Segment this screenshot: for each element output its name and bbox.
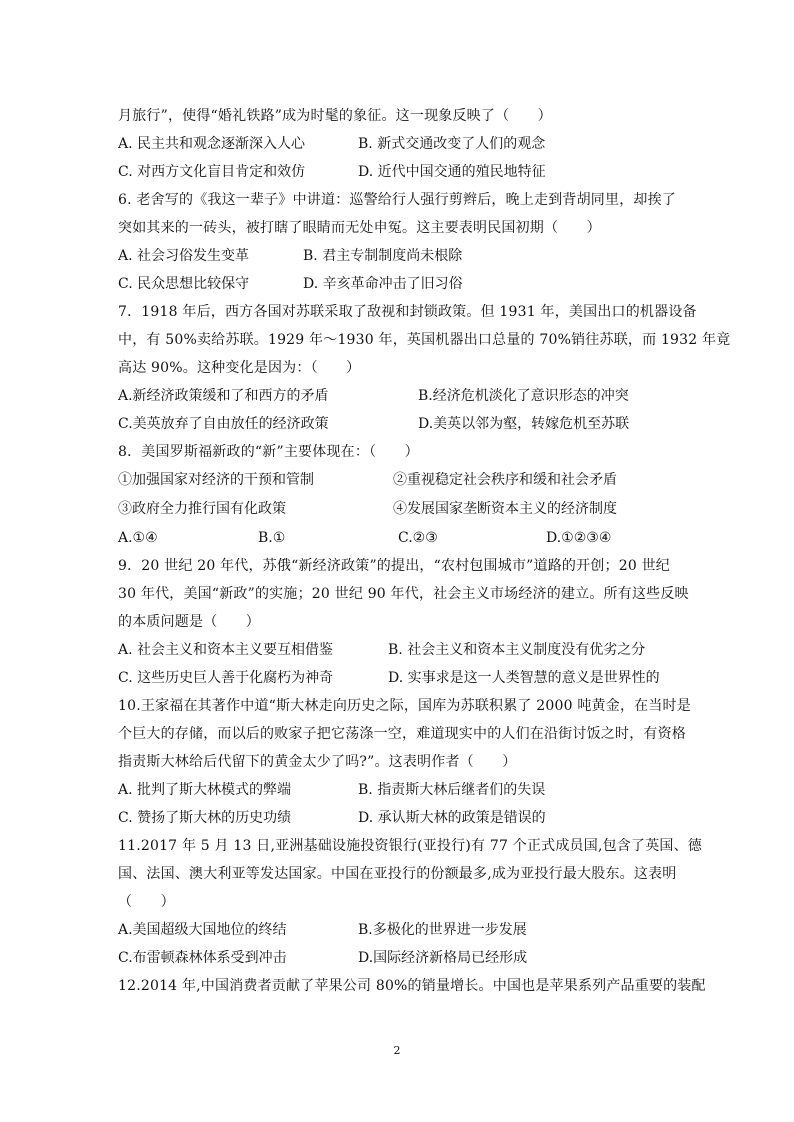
q11-option-c: C.布雷顿森林体系受到冲击 bbox=[118, 950, 287, 966]
q10-option-c: C. 赞扬了斯大林的历史功绩 bbox=[118, 810, 292, 826]
q9-option-d: D. 实事求是这一人类智慧的意义是世界性的 bbox=[388, 670, 660, 686]
q8-option-c: C.②③ bbox=[398, 530, 438, 546]
q11-option-d: D.国际经济新格局已经形成 bbox=[358, 950, 528, 966]
q5-option-b: B. 新式交通改变了人们的观念 bbox=[358, 136, 546, 152]
q7-stem-line-3: 高达 90%。这种变化是因为：（ ） bbox=[118, 360, 361, 376]
q12-stem-line-1: 12.2014 年,中国消费者贡献了苹果公司 80%的销量增长。中国也是苹果系列产品重要的装配 bbox=[118, 978, 706, 994]
q6-option-c: C. 民众思想比较保守 bbox=[118, 276, 250, 292]
q8-item-4: ④发展国家垄断资本主义的经济制度 bbox=[393, 501, 617, 517]
q7-option-a: A.新经济政策缓和了和西方的矛盾 bbox=[118, 388, 329, 404]
q9-option-a: A. 社会主义和资本主义要互相借鉴 bbox=[118, 642, 334, 658]
q10-option-b: B. 指责斯大林后继者们的失误 bbox=[358, 782, 546, 798]
q10-option-d: D. 承认斯大林的政策是错误的 bbox=[358, 810, 546, 826]
q8-stem: 8．美国罗斯福新政的“新”主要体现在：（ ） bbox=[118, 444, 419, 460]
q8-item-2: ②重视稳定社会秩序和缓和社会矛盾 bbox=[393, 472, 617, 488]
q6-option-d: D. 辛亥革命冲击了旧习俗 bbox=[303, 276, 463, 292]
q8-option-a: A.①④ bbox=[118, 530, 158, 546]
q7-stem-line-2: 中，有 50%卖给苏联。1929 年～1930 年，英国机器出口总量的 70%销往苏联，而 1932 年竟 bbox=[118, 332, 731, 348]
q9-option-c: C. 这些历史巨人善于化腐朽为神奇 bbox=[118, 670, 334, 686]
q5-option-d: D. 近代中国交通的殖民地特征 bbox=[358, 164, 546, 180]
q8-option-b: B.① bbox=[258, 530, 286, 546]
q10-stem-line-1: 10.王家福在其著作中道“斯大林走向历史之际，国库为苏联积累了 2000 吨黄金，在当时是 bbox=[118, 698, 691, 714]
q5-option-c: C. 对西方文化盲目肯定和效仿 bbox=[118, 164, 306, 180]
q9-stem-line-2: 30 年代，美国“新政”的实施；20 世纪 90 年代，社会主义市场经济的建立。所有这些反映 bbox=[118, 586, 689, 602]
q10-stem-line-3: 指责斯大林给后代留下的黄金太少了吗?”。这表明作者（ ） bbox=[118, 754, 517, 770]
q6-stem-line-1: 6. 老舍写的《我这一辈子》中讲道：巡警给行人强行剪辫后，晚上走到背胡同里，却挨了 bbox=[118, 192, 677, 208]
q8-option-d: D.①②③④ bbox=[546, 530, 612, 546]
q6-stem-line-2: 突如其来的一砖头，被打瞎了眼睛而无处申冤。这主要表明民国初期（ ） bbox=[118, 220, 601, 236]
q6-option-a: A. 社会习俗发生变革 bbox=[118, 248, 250, 264]
q9-stem-line-3: 的本质问题是（ ） bbox=[118, 614, 260, 630]
q9-stem-line-1: 9．20 世纪 20 年代，苏俄“新经济政策”的提出，“农村包围城市”道路的开创；20 世纪 bbox=[118, 558, 670, 574]
q11-stem-line-2: 国、法国、澳大利亚等发达国家。中国在亚投行的份额最多,成为亚投行最大股东。这表明 bbox=[118, 866, 677, 882]
q5-option-a: A. 民主共和观念逐渐深入人心 bbox=[118, 136, 306, 152]
q5-stem: 月旅行”，使得“婚礼铁路”成为时髦的象征。这一现象反映了（ ） bbox=[118, 108, 552, 124]
q9-option-b: B. 社会主义和资本主义制度没有优劣之分 bbox=[388, 642, 646, 658]
q8-item-1: ①加强国家对经济的干预和管制 bbox=[118, 472, 314, 488]
q11-option-b: B.多极化的世界进一步发展 bbox=[358, 922, 527, 938]
q11-stem-line-3: （ ） bbox=[118, 894, 175, 910]
page-number: 2 bbox=[393, 1044, 401, 1057]
q11-option-a: A.美国超级大国地位的终结 bbox=[118, 922, 287, 938]
q7-option-b: B.经济危机淡化了意识形态的冲突 bbox=[418, 388, 629, 404]
q10-stem-line-2: 个巨大的存储，而以后的败家子把它荡涤一空，难道现实中的人们在沿街讨饭之时，有资格 bbox=[118, 726, 686, 742]
q6-option-b: B. 君主专制制度尚未根除 bbox=[303, 248, 463, 264]
q7-option-d: D.美英以邻为壑，转嫁危机至苏联 bbox=[418, 416, 630, 432]
q8-item-3: ③政府全力推行国有化政策 bbox=[118, 501, 286, 517]
q10-option-a: A. 批判了斯大林模式的弊端 bbox=[118, 782, 292, 798]
q11-stem-line-1: 11.2017 年 5 月 13 日,亚洲基础设施投资银行(亚投行)有 77 个正式成员国,包含了英国、德 bbox=[118, 838, 703, 854]
q7-option-c: C.美英放弃了自由放任的经济政策 bbox=[118, 416, 329, 432]
q7-stem-line-1: 7．1918 年后，西方各国对苏联采取了敌视和封锁政策。但 1931 年，美国出口的机器设备 bbox=[118, 304, 697, 320]
